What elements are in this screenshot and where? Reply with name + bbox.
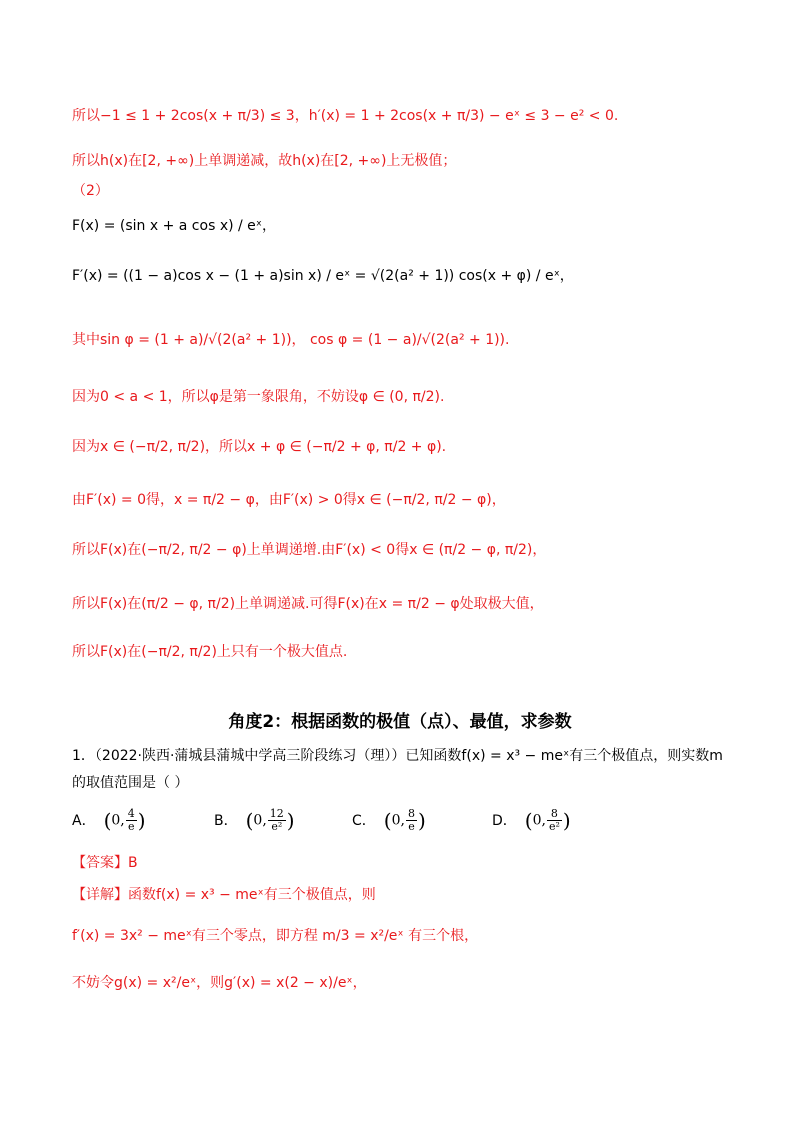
option-d[interactable]: D． (0, $\frac{8}{\text{e²}}$ ) [492,807,571,833]
text-line-1: 所以−1 ≤ 1 + 2cos(x + π/3) ≤ 3，h′(x) = 1 + 2cos(x + π/3) − eˣ ≤ 3 − e² < 0. [72,108,619,124]
option-letter: B． [214,812,238,829]
text-line-4: F(x) = (sin x + a cos x) / eˣ， [72,218,277,234]
option-c[interactable]: C． (0, $\frac{8}{e}$ ) [352,807,426,833]
option-numerator: 4 [127,807,135,820]
text-line-9: 由F′(x) = 0得，x = π/2 − φ，由F′(x) > 0得x ∈ (−π/2, π/2 − φ)， [72,492,506,508]
detail-line-1: 【详解】函数f(x) = x³ − meˣ有三个极值点，则 [72,887,376,903]
section-heading: 角度2：根据函数的极值（点）、最值，求参数 [228,712,572,732]
option-a[interactable]: A． (0, $\frac{4}{e}$ ) [72,807,146,833]
text-line-12: 所以F(x)在(−π/2, π/2)上只有一个极大值点. [72,644,348,660]
detail-line-2: f′(x) = 3x² − meˣ有三个零点，即方程 m/3 = x²/eˣ 有三个根， [72,928,479,944]
question-line-1: 1．（2022·陕西·蒲城县蒲城中学高三阶段练习（理））已知函数f(x) = x³ − meˣ有三个极值点，则实数m [72,748,723,764]
text-line-8: 因为x ∈ (−π/2, π/2)，所以x + φ ∈ (−π/2 + φ, π/2 + φ). [72,439,447,455]
option-denominator: e² [271,820,283,833]
text-line-5: F′(x) = ((1 − a)cos x − (1 + a)sin x) / eˣ = √(2(a² + 1)) cos(x + φ) / eˣ， [72,268,574,284]
text-line-6: 其中sin φ = (1 + a)/√(2(a² + 1))， cos φ = (1 − a)/√(2(a² + 1)). [72,332,510,348]
text-line-2: 所以h(x)在[2, +∞)上单调递减，故h(x)在[2, +∞)上无极值； [72,153,457,169]
option-numerator: 8 [547,808,562,821]
option-denominator: e² [548,820,560,833]
answer-options [72,808,732,838]
text-line-10: 所以F(x)在(−π/2, π/2 − φ)上单调递增.由F′(x) < 0得x ∈ (π/2 − φ, π/2)， [72,542,547,558]
detail-line-3: 不妨令g(x) = x²/eˣ，则g′(x) = x(2 − x)/eˣ， [72,975,367,991]
option-denominator: e [408,820,415,833]
option-numerator: 12 [269,807,284,820]
option-letter: C． [352,812,376,829]
option-letter: A． [72,812,96,829]
option-letter: D． [492,812,517,829]
question-line-2: 的取值范围是（ ） [72,775,189,791]
option-denominator: e [127,820,135,833]
option-b[interactable]: B． (0, $\frac{12}{\text{e²}}$ ) [214,807,295,833]
text-line-7: 因为0 < a < 1，所以φ是第一象限角，不妨设φ ∈ (0, π/2). [72,389,445,405]
option-numerator: 8 [407,807,415,820]
answer-line: 【答案】B [72,855,138,871]
text-line-11: 所以F(x)在(π/2 − φ, π/2)上单调递减.可得F(x)在x = π/2 − φ处取极大值， [72,596,544,612]
text-line-3: （2） [72,183,109,199]
